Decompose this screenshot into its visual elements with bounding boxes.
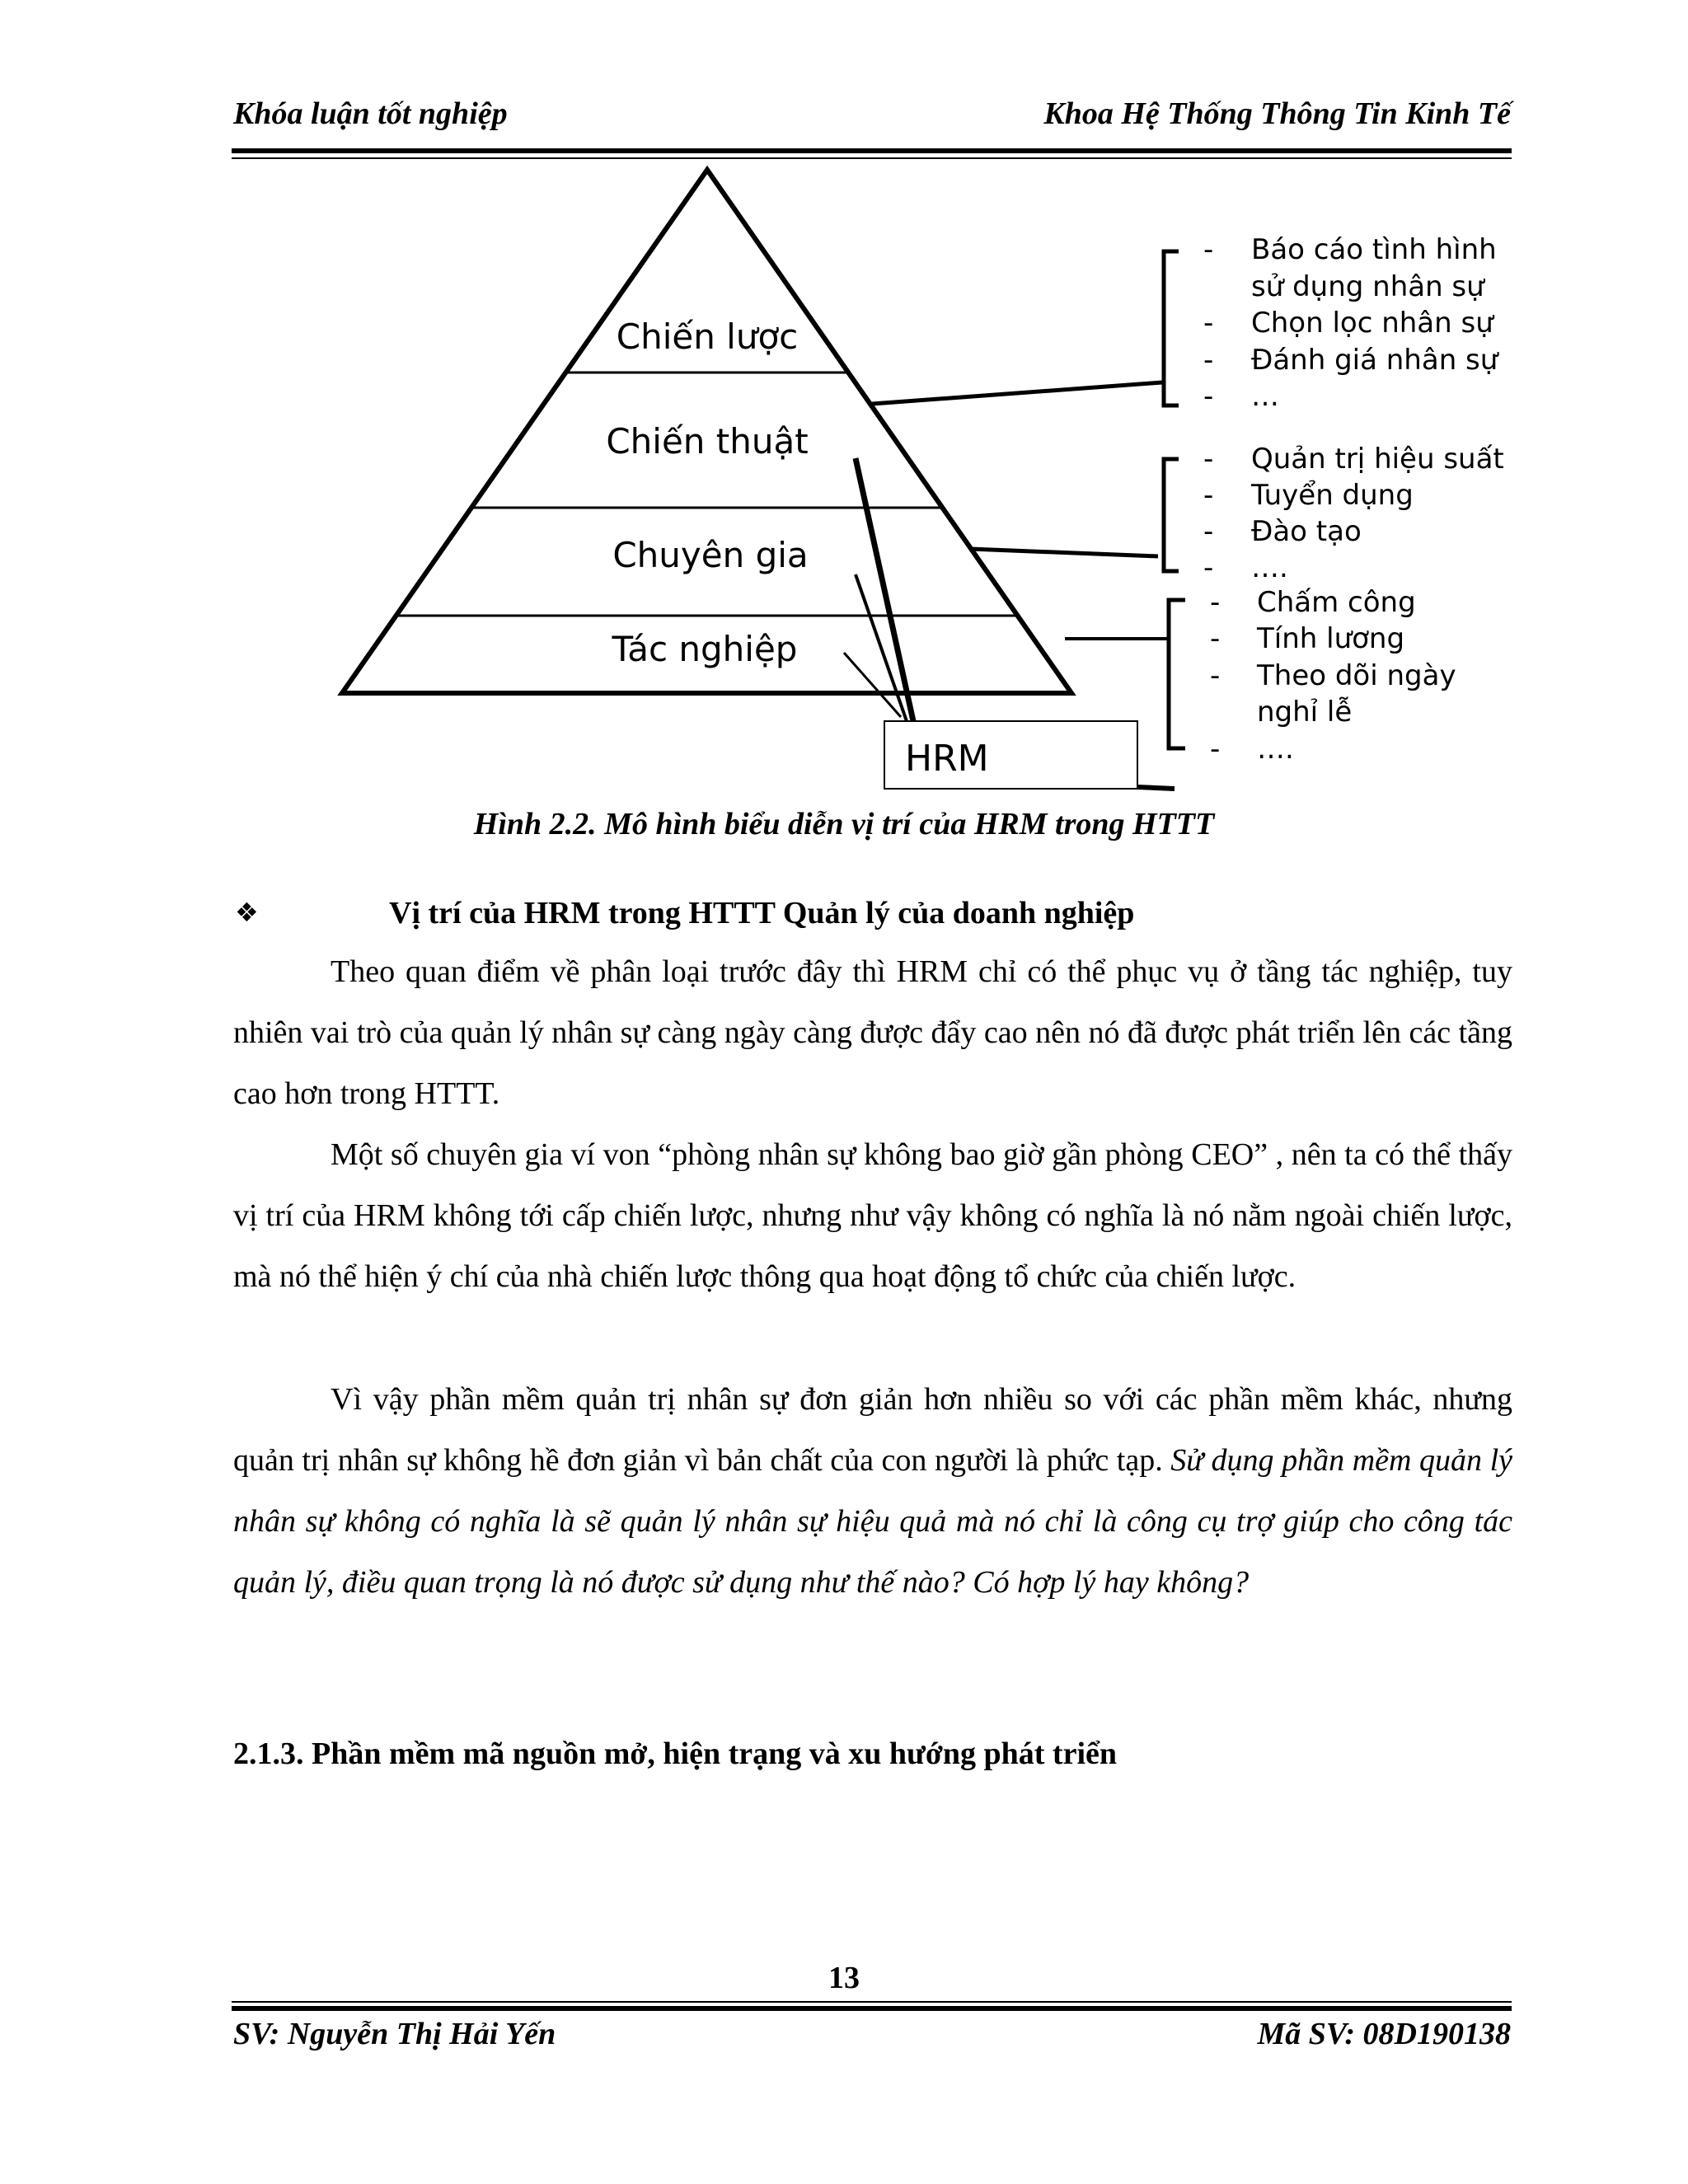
header-left: Khóa luận tốt nghiệp	[233, 96, 508, 131]
paragraph-3-normal: Vì vậy phần mềm quản trị nhân sự đơn giản hơn nhiều so với các phần mềm khác, nhưng quản trị nhân sự không hề đơn giản vì bản chất của con người là phức tạp.	[233, 1382, 1512, 1478]
group1-dash-3: -	[1203, 344, 1214, 377]
group2-item-1: Quản trị hiệu suất	[1251, 443, 1504, 476]
hrm-box-label: HRM	[905, 738, 989, 780]
group1-dash-4: -	[1203, 380, 1214, 413]
group2-dash-4: -	[1203, 551, 1214, 584]
level-label-operational: Tác nghiệp	[612, 629, 798, 669]
bracket-group2	[1164, 459, 1179, 571]
hrm-pyramid-diagram	[0, 0, 1688, 824]
group2-dash-3: -	[1203, 515, 1214, 548]
paragraph-1: Theo quan điểm về phân loại trước đây thì HRM chỉ có thể phục vụ ở tầng tác nghiệp, tuy nhiên vai trò của quản lý nhân sự càng ngày càng được đẩy cao nên nó đã được phát triển lên các tầng cao hơn trong HTTT.	[233, 954, 1512, 1111]
group3-item-1: Chấm công	[1257, 586, 1416, 619]
group3-dash-4: -	[1210, 733, 1221, 766]
group3-item-4: ….	[1257, 733, 1294, 766]
group2-dash-2: -	[1203, 479, 1214, 512]
group3-dash-2: -	[1210, 622, 1221, 655]
group3-item-2: Tính lương	[1257, 622, 1405, 655]
paragraph-3-italic: Sử dụng phần mềm quản lý nhân sự không có nghĩa là sẽ quản lý nhân sự hiệu quả mà nó chỉ là công cụ trợ giúp cho công tác quản lý, điều quan trọng là nó được sử dụng như thế nào? Có hợp lý hay không?	[233, 1443, 1512, 1600]
group1-item-4: …	[1251, 380, 1279, 413]
group3-item-3: Theo dõi ngày	[1257, 659, 1456, 692]
connector-group1	[872, 382, 1162, 404]
footer-rule-thick	[232, 2006, 1512, 2011]
bracket-group1	[1164, 251, 1179, 405]
group1-item-2: Chọn lọc nhân sự	[1251, 307, 1493, 340]
hrm-arrow-tactical	[856, 458, 913, 721]
footer-student-name: SV: Nguyễn Thị Hải Yến	[233, 2017, 556, 2051]
diamond-bullet-icon: ❖	[235, 897, 259, 928]
group3-dash-1: -	[1210, 586, 1221, 619]
group3-dash-3: -	[1210, 659, 1221, 692]
bracket-group3	[1169, 600, 1185, 748]
level-label-tactical: Chiến thuật	[606, 421, 809, 462]
group1-item-3: Đánh giá nhân sự	[1251, 344, 1498, 377]
group1-item-1-cont: sử dụng nhân sự	[1251, 270, 1484, 303]
group2-item-4: ….	[1251, 551, 1288, 584]
level-label-expert: Chuyên gia	[612, 535, 809, 575]
paragraph-2: Một số chuyên gia ví von “phòng nhân sự không bao giờ gần phòng CEO” , nên ta có thể thấy vị trí của HRM không tới cấp chiến lược, nhưng như vậy không có nghĩa là nó nằm ngoài chiến lược, mà nó thể hiện ý chí của nhà chiến lược thông qua hoạt động tổ chức của chiến lược.	[233, 1137, 1512, 1294]
level-label-strategy: Chiến lược	[616, 316, 799, 357]
group1-item-1: Báo cáo tình hình	[1251, 233, 1497, 266]
group1-dash-2: -	[1203, 307, 1214, 340]
figure-caption: Hình 2.2. Mô hình biểu diễn vị trí của HRM trong HTTT	[473, 807, 1215, 841]
group2-item-3: Đào tạo	[1251, 515, 1362, 548]
subsection-heading: 2.1.3. Phần mềm mã nguồn mở, hiện trạng và xu hướng phát triển	[233, 1736, 1117, 1771]
connector-group2	[970, 549, 1158, 556]
group1-dash-1: -	[1203, 233, 1214, 266]
group2-dash-1: -	[1203, 443, 1214, 476]
header-right: Khoa Hệ Thống Thông Tin Kinh Tế	[1043, 96, 1511, 131]
section-heading: Vị trí của HRM trong HTTT Quản lý của doanh nghiệp	[389, 896, 1135, 930]
hrm-baseline-stroke	[1137, 787, 1175, 789]
group3-item-3-cont: nghỉ lễ	[1257, 696, 1353, 729]
group2-item-2: Tuyển dụng	[1251, 479, 1414, 512]
footer-student-id: Mã SV: 08D190138	[1257, 2017, 1511, 2051]
page-number: 13	[828, 1961, 860, 1995]
footer-rule-thin	[232, 2001, 1512, 2003]
paragraph-3	[233, 1369, 1512, 1613]
